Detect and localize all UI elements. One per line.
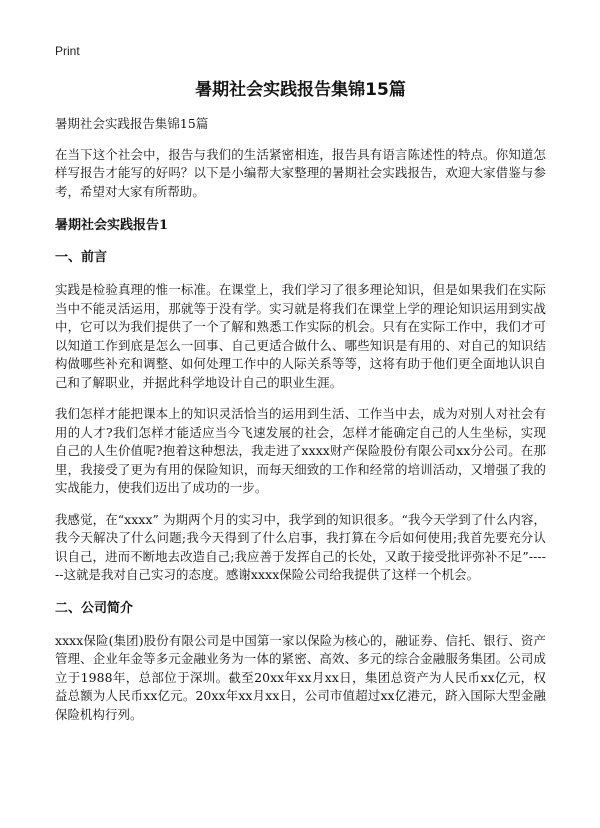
section-heading-company-profile: 二、公司简介 <box>55 600 134 616</box>
body-paragraph: 我们怎样才能把课本上的知识灵活恰当的运用到生活、工作当中去，成为对别人对社会有用的人才?我们怎样才能适应当今飞速发展的社会，怎样才能确定自己的人生坐标，实现自己的人生价值呢?抱着这种想法，我走进了xxxx财产保险股份有限公司xx分公司。在那里，我接受了更为有用的保险知识，而每天细致的工作和经常的培训活动，又增强了我的实战能力，使我们迈出了成功的一步。 <box>55 406 546 495</box>
body-paragraph: 我感觉，在“xxxx” 为期两个月的实习中，我学到的知识很多。“我今天学到了什么内容，我今天解决了什么问题;我今天得到了什么启事，我打算在今后如何使用;我首先要充分认识自己，进而不断地去改造自己;我应善于发挥自己的长处，又敢于接受批评弥补不足”------这就是我对自己实习的态度。感谢xxxx保险公司给我提供了这样一个机会。 <box>55 511 546 582</box>
print-label[interactable]: Print <box>55 44 80 58</box>
document-title: 暑期社会实践报告集锦15篇 <box>195 80 406 100</box>
body-paragraph: xxxx保险(集团)股份有限公司是中国第一家以保险为核心的，融证券、信托、银行、资产管理、企业年金等多元金融业务为一体的紧密、高效、多元的综合金融服务集团。公司成立于1988年，总部位于深圳。截至20xx年xx月xx日，集团总资产为人民币xx亿元，权益总额为人民币xx亿元。20xx年xx月xx日，公司市值超过xx亿港元，跻入国际大型金融保险机构行列。 <box>55 632 546 722</box>
document-subtitle: 暑期社会实践报告集锦15篇 <box>55 116 209 131</box>
report-heading: 暑期社会实践报告1 <box>55 218 169 233</box>
intro-paragraph: 在当下这个社会中，报告与我们的生活紧密相连，报告具有语言陈述性的特点。你知道怎样写报告才能写的好吗？以下是小编帮大家整理的暑期社会实践报告，欢迎大家借鉴与参考，希望对大家有所帮助。 <box>55 146 546 199</box>
section-heading-preface: 一、前言 <box>55 250 108 265</box>
body-paragraph: 实践是检验真理的惟一标准。在课堂上，我们学习了很多理论知识，但是如果我们在实际当中不能灵活运用，那就等于没有学。实习就是将我们在课堂上学的理论知识运用到实战中，它可以为我们提供了一个了解和熟悉工作实际的机会。只有在实际工作中，我们才可以知道工作到底是怎么一回事、自己更适合做什么、哪些知识是有用的、对自己的知识结构做哪些补充和调整、如何处理工作中的人际关系等等，这将有助于他们更全面地认识自己和了解职业，并据此科学地设计自己的职业生涯。 <box>55 282 546 390</box>
